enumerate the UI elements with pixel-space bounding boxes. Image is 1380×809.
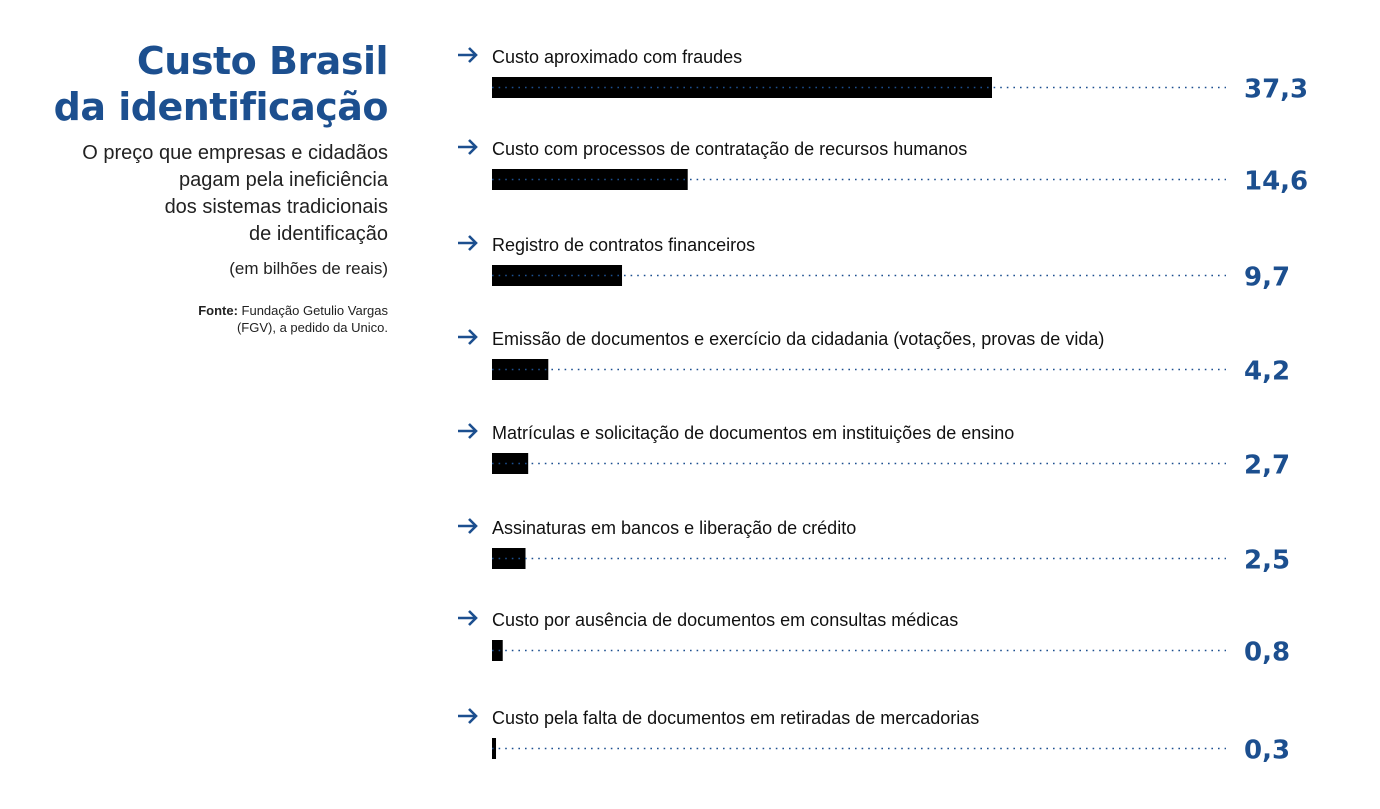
bar-row xyxy=(458,235,1290,293)
bar xyxy=(492,77,992,98)
value-label: 2,5 xyxy=(1244,545,1291,576)
bar xyxy=(492,640,503,661)
category-label: Custo pela falta de documentos em retiradas de mercadorias xyxy=(492,708,980,728)
subtitle-line-4: de identificação xyxy=(249,223,388,245)
bar-row xyxy=(458,423,1290,481)
bar-row xyxy=(458,329,1290,387)
value-label: 0,3 xyxy=(1244,735,1291,766)
source-line-2: (FGV), a pedido da Unico. xyxy=(236,320,388,335)
category-label: Assinaturas em bancos e liberação de crédito xyxy=(492,518,857,538)
value-label: 37,3 xyxy=(1244,74,1309,105)
arrow-right-icon xyxy=(458,140,476,154)
category-label: Registro de contratos financeiros xyxy=(492,235,756,255)
value-label: 2,7 xyxy=(1244,450,1291,481)
value-label: 14,6 xyxy=(1244,166,1309,197)
value-label: 4,2 xyxy=(1244,356,1291,387)
bar-row xyxy=(458,518,1290,576)
title-line-2: da identificação xyxy=(53,85,388,129)
bar xyxy=(492,359,548,380)
bar-row xyxy=(458,139,1308,197)
value-label: 0,8 xyxy=(1244,637,1291,668)
source-line-1: Fundação Getulio Vargas xyxy=(241,303,388,318)
category-label: Custo aproximado com fraudes xyxy=(492,47,743,67)
value-label: 9,7 xyxy=(1244,262,1291,293)
arrow-right-icon xyxy=(458,519,476,533)
bar xyxy=(492,265,622,286)
subtitle-line-3: dos sistemas tradicionais xyxy=(164,196,388,218)
bar-row xyxy=(458,610,1290,668)
subtitle-line-2: pagam pela ineficiência xyxy=(178,169,388,191)
arrow-right-icon xyxy=(458,330,476,344)
title-line-1: Custo Brasil xyxy=(136,39,388,83)
bar xyxy=(492,453,528,474)
category-label: Emissão de documentos e exercício da cidadania (votações, provas de vida) xyxy=(492,329,1105,349)
arrow-right-icon xyxy=(458,611,476,625)
category-label: Matrículas e solicitação de documentos em instituições de ensino xyxy=(492,423,1015,443)
source-label: Fonte: xyxy=(198,303,238,318)
bar-row xyxy=(458,47,1308,105)
bar-row xyxy=(458,708,1290,766)
category-label: Custo com processos de contratação de recursos humanos xyxy=(492,139,968,159)
unit-note: (em bilhões de reais) xyxy=(229,259,388,278)
arrow-right-icon xyxy=(458,424,476,438)
category-label: Custo por ausência de documentos em consultas médicas xyxy=(492,610,959,630)
bar xyxy=(492,548,526,569)
arrow-right-icon xyxy=(458,236,476,250)
arrow-right-icon xyxy=(458,48,476,62)
arrow-right-icon xyxy=(458,709,476,723)
subtitle-line-1: O preço que empresas e cidadãos xyxy=(82,142,388,164)
